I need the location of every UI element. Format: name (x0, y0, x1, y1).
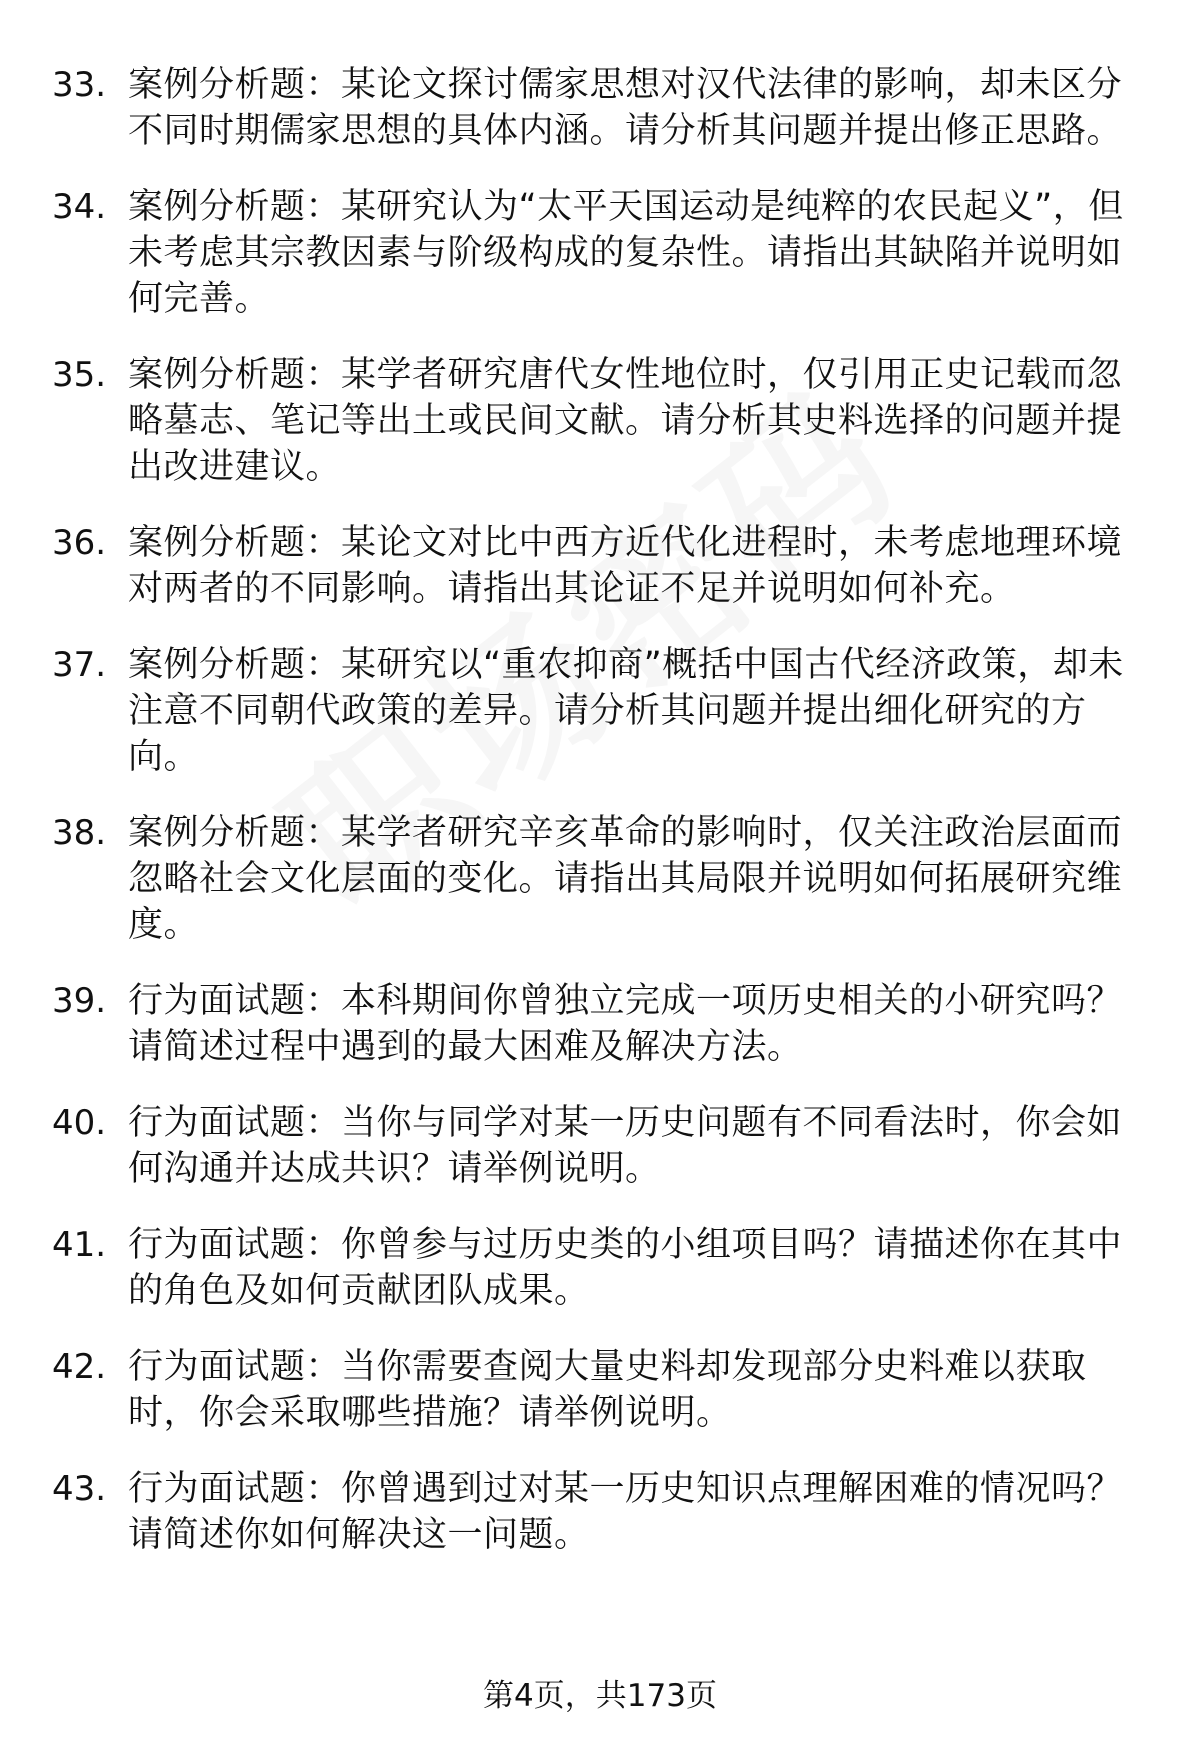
question-text: 行为面试题：你曾遇到过对某一历史知识点理解困难的情况吗？请简述你如何解决这一问题。 (128, 1469, 1123, 1555)
question-number: 35. (52, 355, 107, 395)
question-item (0, 810, 1200, 948)
question-number: 40. (52, 1103, 107, 1143)
question-text: 行为面试题：你曾参与过历史类的小组项目吗？请描述你在其中的角色及如何贡献团队成果。 (128, 1225, 1123, 1311)
question-number: 38. (52, 813, 107, 853)
question-text: 案例分析题：某学者研究唐代女性地位时，仅引用正史记载而忽略墓志、笔记等出土或民间文献。请分析其史料选择的问题并提出改进建议。 (128, 355, 1123, 487)
question-text: 行为面试题：当你需要查阅大量史料却发现部分史料难以获取时，你会采取哪些措施？请举例说明。 (128, 1347, 1087, 1433)
question-number: 42. (52, 1347, 107, 1387)
question-number: 43. (52, 1469, 107, 1509)
question-text: 案例分析题：某论文探讨儒家思想对汉代法律的影响，却未区分不同时期儒家思想的具体内涵。请分析其问题并提出修正思路。 (128, 65, 1123, 151)
question-item (0, 62, 1200, 154)
question-number: 41. (52, 1225, 107, 1265)
question-text: 案例分析题：某研究认为“太平天国运动是纯粹的农民起义”，但未考虑其宗教因素与阶级构成的复杂性。请指出其缺陷并说明如何完善。 (128, 187, 1124, 319)
question-item (0, 1222, 1200, 1314)
question-text: 案例分析题：某论文对比中西方近代化进程时，未考虑地理环境对两者的不同影响。请指出其论证不足并说明如何补充。 (128, 523, 1123, 609)
question-item (0, 1466, 1200, 1558)
page-footer: 第4页，共173页 (483, 1678, 717, 1714)
question-number: 34. (52, 187, 107, 227)
question-text: 行为面试题：本科期间你曾独立完成一项历史相关的小研究吗？请简述过程中遇到的最大困难及解决方法。 (128, 981, 1123, 1067)
question-number: 33. (52, 65, 107, 105)
question-item (0, 184, 1200, 322)
question-number: 36. (52, 523, 107, 563)
question-list (0, 62, 1200, 1588)
question-item (0, 642, 1200, 780)
question-number: 39. (52, 981, 107, 1021)
question-item (0, 978, 1200, 1070)
question-text: 行为面试题：当你与同学对某一历史问题有不同看法时，你会如何沟通并达成共识？请举例说明。 (128, 1103, 1123, 1189)
question-item (0, 1100, 1200, 1192)
question-text: 案例分析题：某研究以“重农抑商”概括中国古代经济政策，却未注意不同朝代政策的差异。请分析其问题并提出细化研究的方向。 (128, 645, 1124, 777)
question-item (0, 1344, 1200, 1436)
question-text: 案例分析题：某学者研究辛亥革命的影响时，仅关注政治层面而忽略社会文化层面的变化。请指出其局限并说明如何拓展研究维度。 (128, 813, 1123, 945)
question-item (0, 352, 1200, 490)
question-item (0, 520, 1200, 612)
question-number: 37. (52, 645, 107, 685)
